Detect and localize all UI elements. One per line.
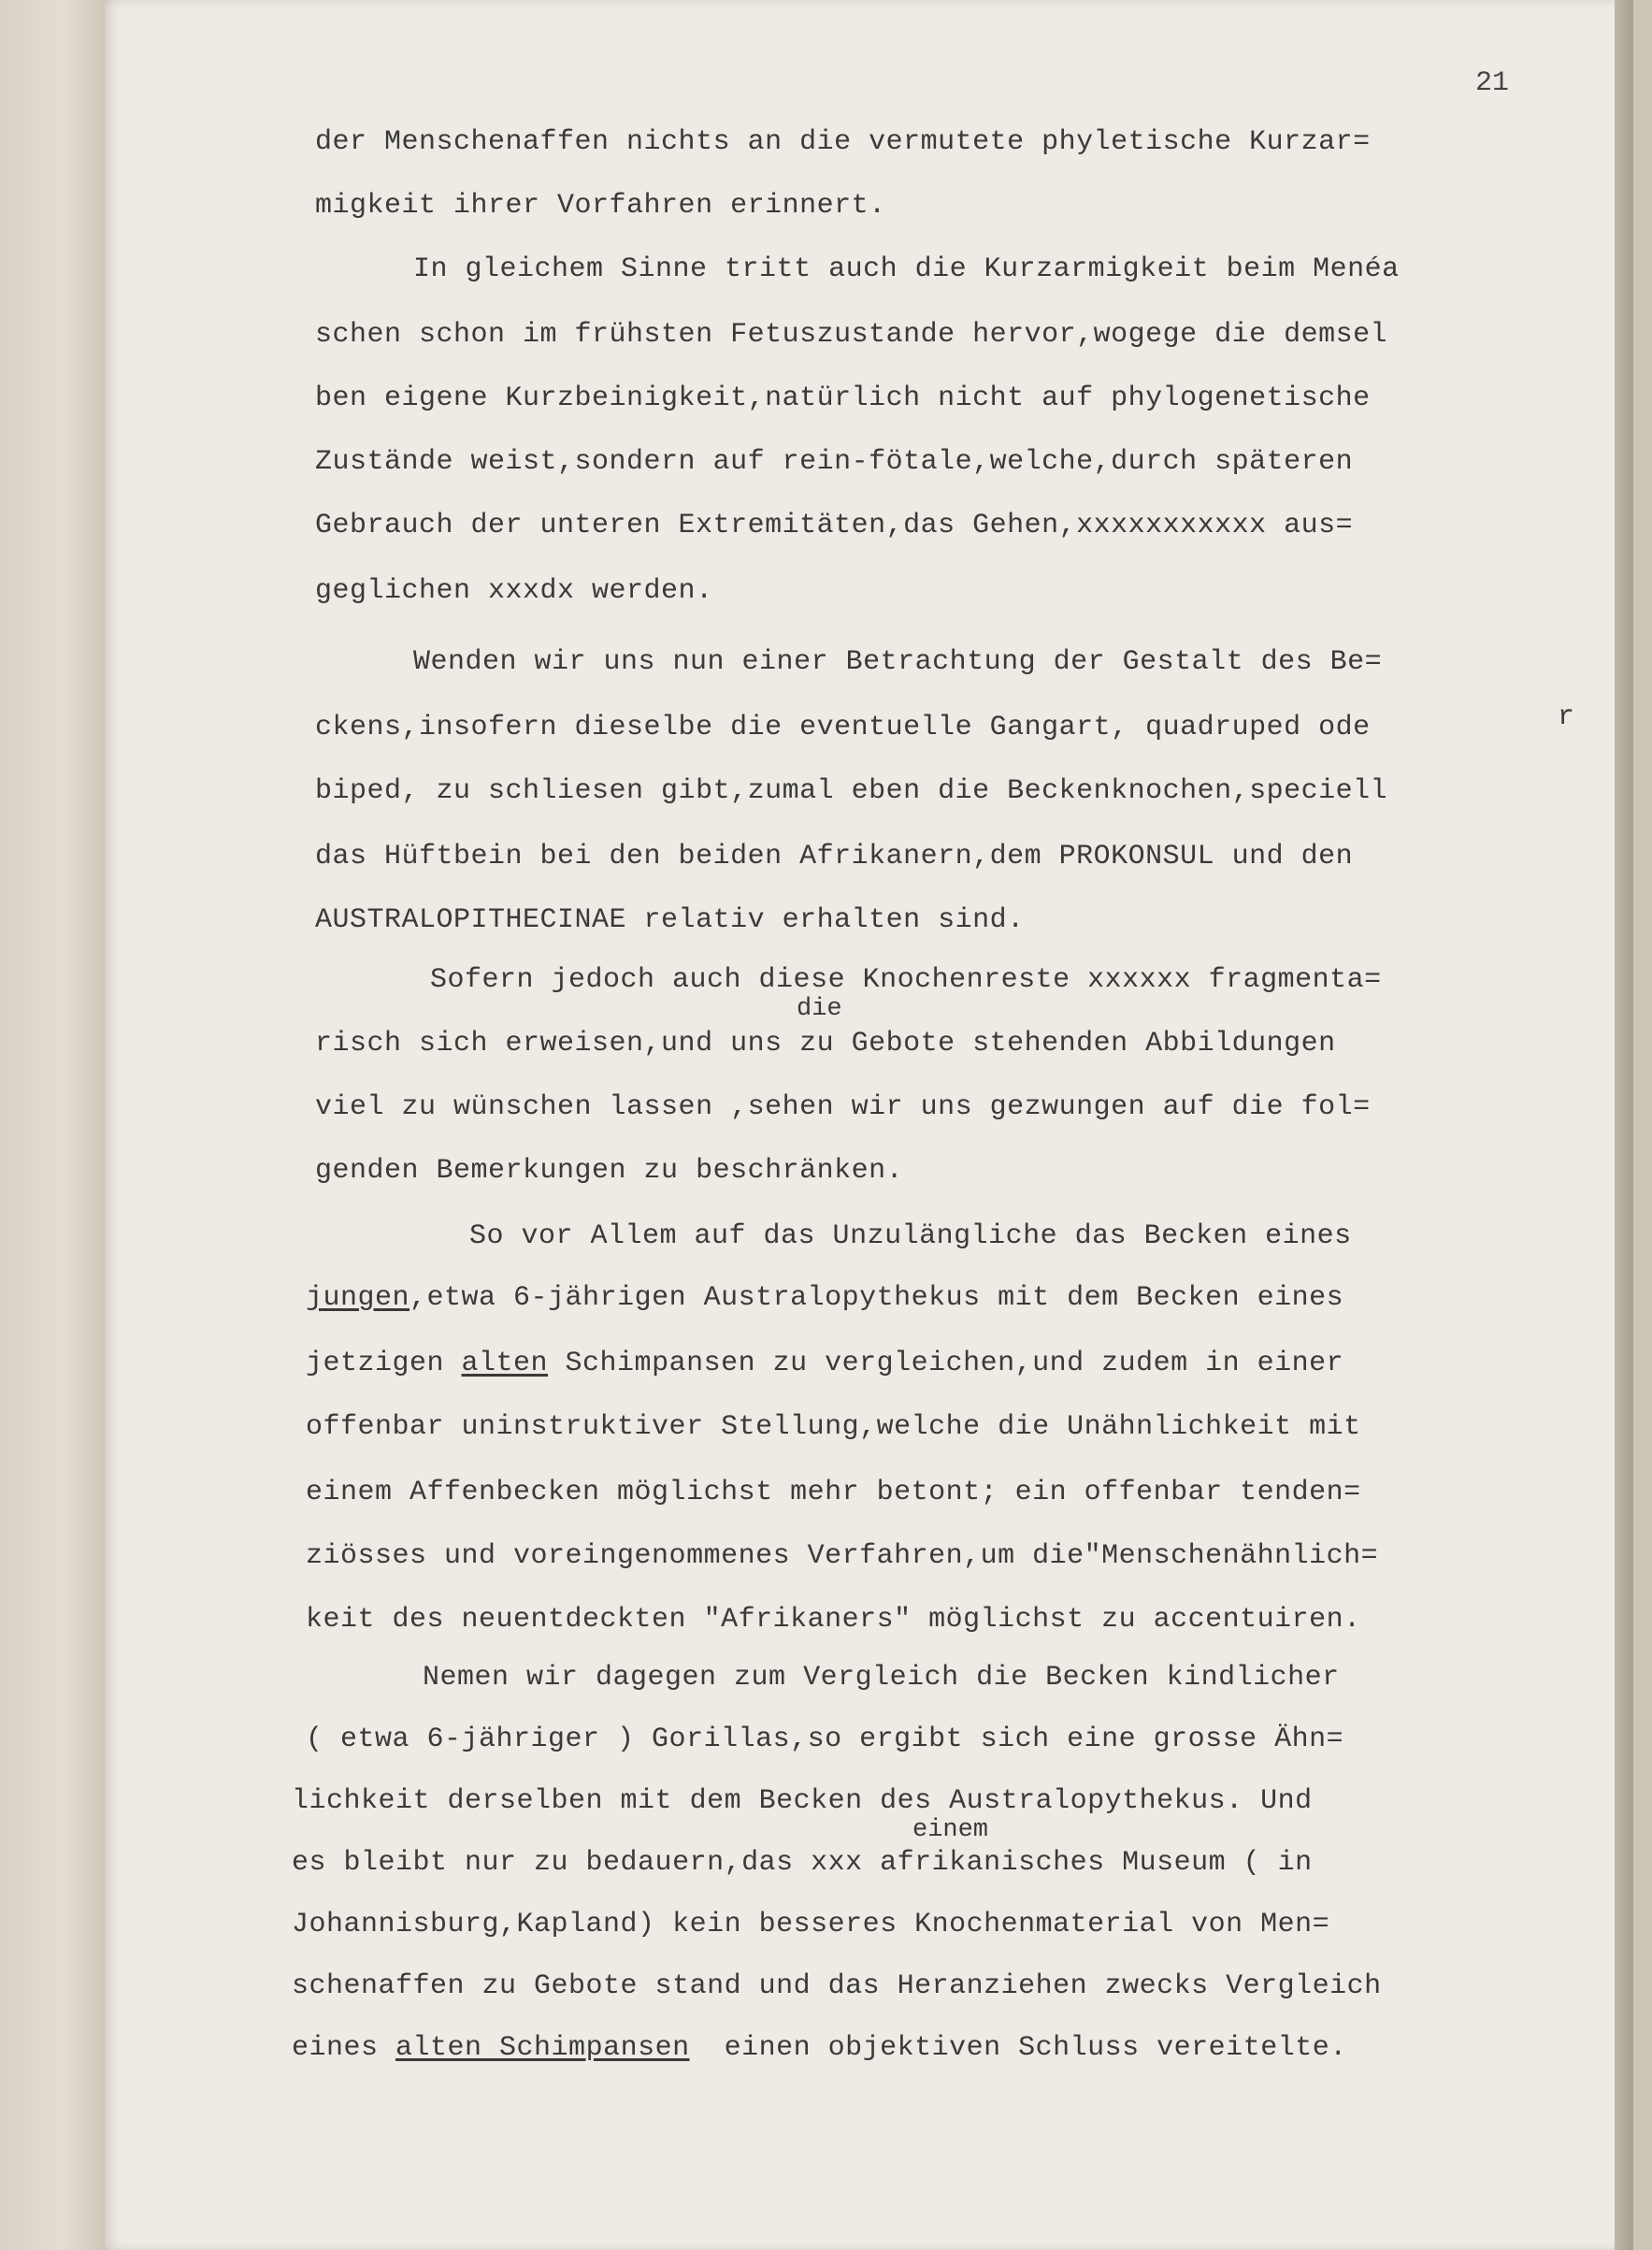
underlined-phrase: alten Schimpansen: [395, 2032, 690, 2064]
text-line: der Menschenaffen nichts an die vermutete phyletische Kurzar=: [315, 126, 1371, 158]
underlined-word: jungen: [306, 1282, 410, 1314]
text-line: risch sich erweisen,und uns zu Gebote stehenden Abbildungen: [315, 1028, 1336, 1060]
text-line: schen schon im frühsten Fetuszustande hervor,wogege die demsel: [315, 319, 1388, 351]
text-line: Sofern jedoch auch diese Knochenreste xxxxxx fragmenta=: [430, 964, 1382, 996]
text-line: jetzigen alten Schimpansen zu vergleichen,und zudem in einer: [306, 1348, 1344, 1379]
text-line: migkeit ihrer Vorfahren erinnert.: [315, 190, 886, 222]
facing-page-edge: [0, 0, 105, 2250]
interlinear-insertion: einem: [912, 1816, 989, 1844]
text-line: genden Bemerkungen zu beschränken.: [315, 1155, 904, 1187]
page-number: 21: [1475, 67, 1510, 99]
marginal-letter: r: [1558, 701, 1575, 733]
underlined-word: alten: [461, 1348, 549, 1379]
text-line: keit des neuentdeckten "Afrikaners" möglichst zu accentuiren.: [306, 1604, 1361, 1636]
text-line: Zustände weist,sondern auf rein-fötale,welche,durch späteren: [315, 446, 1354, 478]
text-line: Wenden wir uns nun einer Betrachtung der Gestalt des Be=: [413, 646, 1383, 678]
text-line: Johannisburg,Kapland) kein besseres Knochenmaterial von Men=: [292, 1909, 1330, 1940]
text-line: geglichen xxxdx werden.: [315, 575, 713, 607]
text-line: In gleichem Sinne tritt auch die Kurzarmigkeit beim Menéa: [413, 253, 1400, 285]
text-line: offenbar uninstruktiver Stellung,welche die Unähnlichkeit mit: [306, 1411, 1361, 1443]
text-line: biped, zu schliesen gibt,zumal eben die Beckenknochen,speciell: [315, 775, 1388, 807]
text-line: ( etwa 6-jähriger ) Gorillas,so ergibt sich eine grosse Ähn=: [306, 1724, 1344, 1755]
text-line: es bleibt nur zu bedauern,das xxx afrikanisches Museum ( in: [292, 1847, 1313, 1879]
text-line: ziösses und voreingenommenes Verfahren,um die"Menschenähnlich=: [306, 1540, 1379, 1572]
text-line: Gebrauch der unteren Extremitäten,das Gehen,xxxxxxxxxxx aus=: [315, 510, 1354, 541]
interlinear-insertion: die: [797, 995, 842, 1023]
text-line: lichkeit derselben mit dem Becken des Australopythekus. Und: [292, 1785, 1313, 1817]
text-line: ckens,insofern dieselbe die eventuelle Gangart, quadruped ode: [315, 712, 1371, 743]
text-line: Nemen wir dagegen zum Vergleich die Becken kindlicher: [423, 1662, 1340, 1694]
text-line: jungen,etwa 6-jährigen Australopythekus mit dem Becken eines: [306, 1282, 1344, 1314]
text-line: schenaffen zu Gebote stand und das Heranziehen zwecks Vergleich: [292, 1970, 1382, 2002]
text-line: viel zu wünschen lassen ,sehen wir uns gezwungen auf die fol=: [315, 1091, 1371, 1123]
page-stack-edge: [1615, 0, 1633, 2250]
text-line: AUSTRALOPITHECINAE relativ erhalten sind.: [315, 904, 1025, 936]
text-line: ben eigene Kurzbeinigkeit,natürlich nicht auf phylogenetische: [315, 382, 1371, 414]
text-line: einem Affenbecken möglichst mehr betont; ein offenbar tenden=: [306, 1477, 1361, 1508]
text-line: So vor Allem auf das Unzulängliche das Becken eines: [469, 1220, 1352, 1252]
text-line: das Hüftbein bei den beiden Afrikanern,dem PROKONSUL und den: [315, 841, 1354, 873]
text-line: eines alten Schimpansen einen objektiven Schluss vereitelte.: [292, 2032, 1347, 2064]
